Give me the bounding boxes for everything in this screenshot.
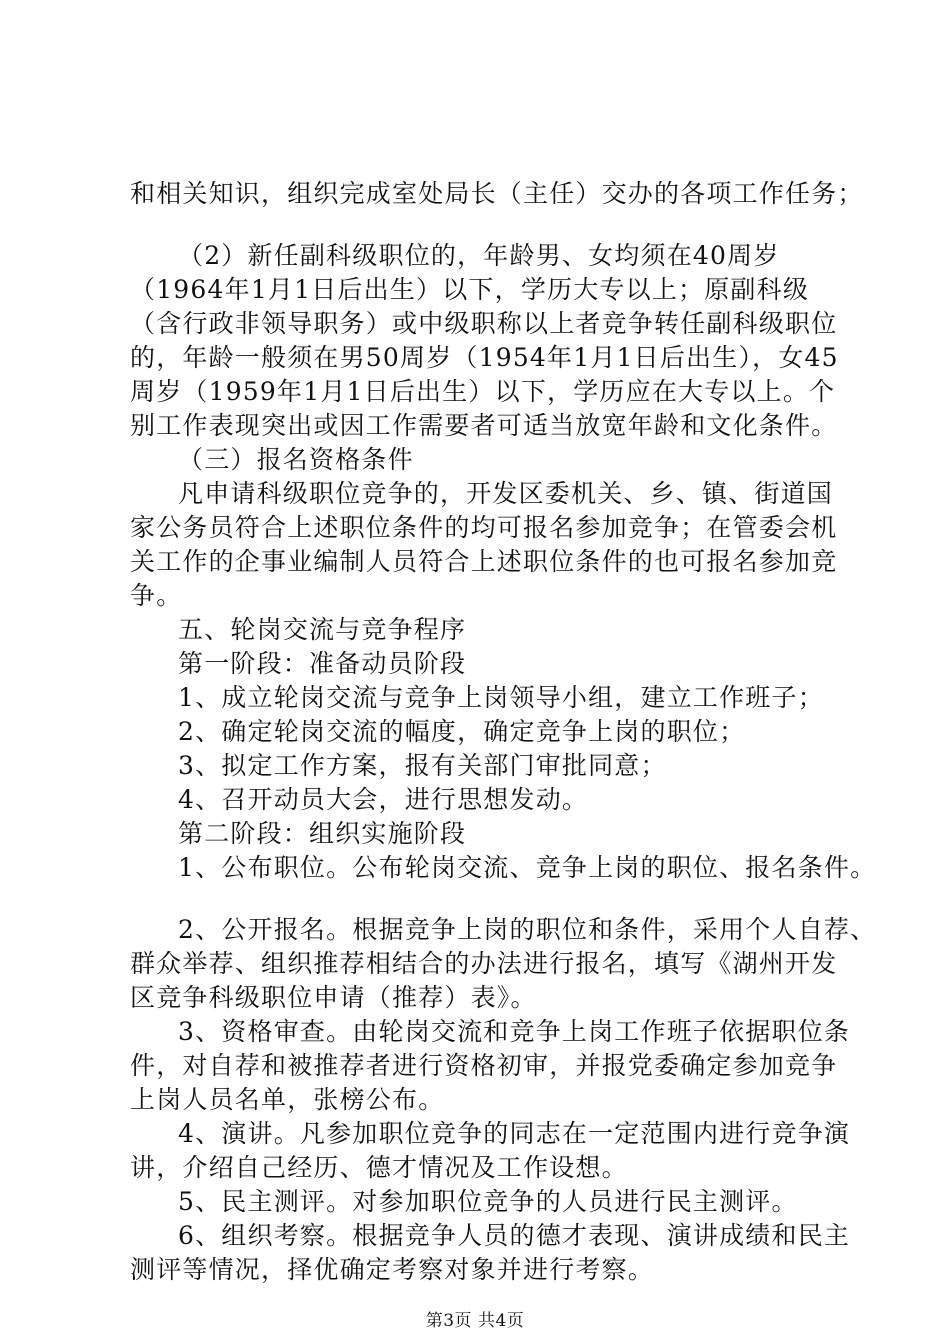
list-item: 1、公布职位。公布轮岗交流、竞争上岗的职位、报名条件。 — [178, 853, 877, 882]
paragraph-line: 别工作表现突出或因工作需要者可适当放宽年龄和文化条件。 — [130, 411, 838, 440]
list-item: 2、公开报名。根据竞争上岗的职位和条件，采用个人自荐、 — [178, 915, 877, 944]
paragraph-line: 争。 — [130, 581, 183, 610]
list-item: 3、资格审查。由轮岗交流和竞争上岗工作班子依据职位条 — [178, 1017, 851, 1046]
paragraph-line: 凡申请科级职位竞争的，开发区委机关、乡、镇、街道国 — [178, 479, 834, 508]
paragraph-line: 区竞争科级职位申请（推荐）表》。 — [130, 983, 537, 1012]
list-item: 3、拟定工作方案，报有关部门审批同意； — [178, 751, 667, 780]
paragraph-line: 群众举荐、组织推荐相结合的办法进行报名，填写《湖州开发 — [130, 949, 838, 978]
paragraph-line: 的，年龄一般须在男50周岁（1954年1月1日后出生），女45 — [130, 343, 839, 372]
paragraph-line: 周岁（1959年1月1日后出生）以下，学历应在大专以上。个 — [130, 377, 836, 406]
paragraph-line: 和相关知识，组织完成室处局长（主任）交办的各项工作任务； — [130, 179, 864, 208]
paragraph-line: （含行政非领导职务）或中级职称以上者竞争转任副科级职位 — [130, 309, 838, 338]
paragraph-line: 上岗人员名单，张榜公布。 — [130, 1085, 445, 1114]
stage-heading: 第一阶段：准备动员阶段 — [178, 649, 467, 678]
list-item: 2、确定轮岗交流的幅度，确定竞争上岗的职位； — [178, 717, 746, 746]
list-item: 1、成立轮岗交流与竞争上岗领导小组，建立工作班子； — [178, 683, 824, 712]
section-heading: 五、轮岗交流与竞争程序 — [178, 615, 467, 644]
list-item: 6、组织考察。根据竞争人员的德才表现、演讲成绩和民主 — [178, 1221, 851, 1250]
paragraph-line: 件，对自荐和被推荐者进行资格初审，并报党委确定参加竞争 — [130, 1051, 838, 1080]
list-item: 4、召开动员大会，进行思想发动。 — [178, 785, 589, 814]
paragraph-line: 家公务员符合上述职位条件的均可报名参加竞争；在管委会机 — [130, 513, 838, 542]
list-item: 5、民主测评。对参加职位竞争的人员进行民主测评。 — [178, 1187, 798, 1216]
stage-heading: 第二阶段：组织实施阶段 — [178, 819, 467, 848]
paragraph-line: （1964年1月1日后出生）以下，学历大专以上；原副科级 — [130, 275, 810, 304]
paragraph-line: 测评等情况，择优确定考察对象并进行考察。 — [130, 1255, 655, 1284]
page-footer: 第3页 共4页 — [425, 1311, 525, 1331]
list-item: 4、演讲。凡参加职位竞争的同志在一定范围内进行竞争演 — [178, 1119, 851, 1148]
section-heading: （三）报名资格条件 — [178, 445, 414, 474]
paragraph-line: （2）新任副科级职位的，年龄男、女均须在40周岁 — [178, 241, 780, 270]
paragraph-line: 讲，介绍自己经历、德才情况及工作设想。 — [130, 1153, 628, 1182]
paragraph-line: 关工作的企事业编制人员符合上述职位条件的也可报名参加竞 — [130, 547, 838, 576]
